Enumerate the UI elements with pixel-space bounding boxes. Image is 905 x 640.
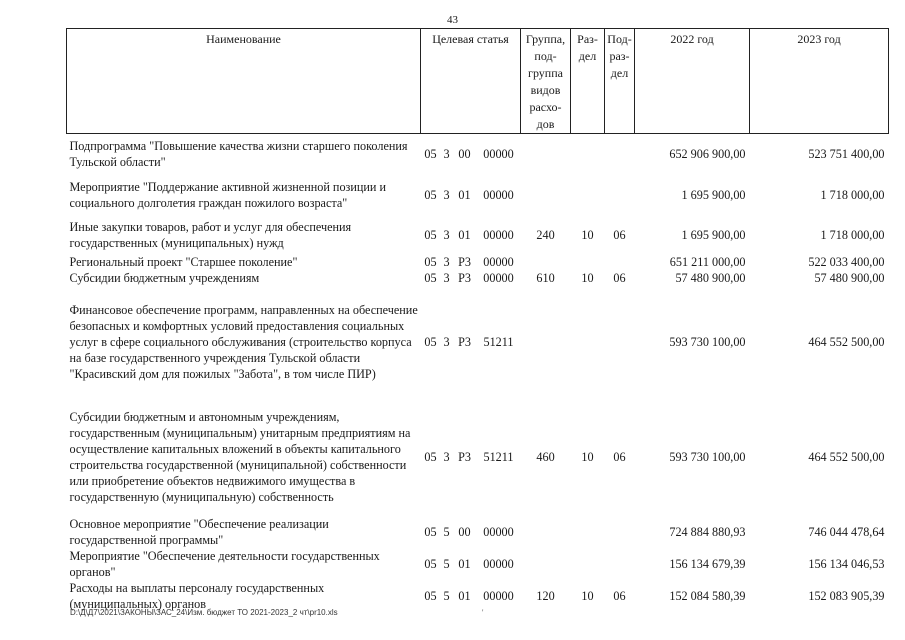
code-part-4: 00000 <box>483 254 514 269</box>
group-code <box>521 286 571 398</box>
code-part-1: 05 <box>424 227 437 242</box>
section-code <box>571 516 605 548</box>
amount-2023: 523 751 400,00 <box>808 146 885 161</box>
code-part-3: 00 <box>458 524 471 539</box>
footer-mark: ' <box>482 608 484 617</box>
code-part-4: 00000 <box>483 588 514 603</box>
code-part-3: P3 <box>458 270 471 285</box>
section-code: 10 <box>581 449 594 464</box>
amount-2023: 156 134 046,53 <box>808 556 885 571</box>
amount-2022: 152 084 580,39 <box>669 588 746 603</box>
code-part-1: 05 <box>424 254 437 269</box>
page-number: 43 <box>447 14 458 26</box>
code-part-4: 00000 <box>483 146 514 161</box>
code-part-4: 00000 <box>483 524 514 539</box>
code-part-2: 3 <box>443 187 450 202</box>
amount-2023: 464 552 500,00 <box>808 334 885 349</box>
header-section: Раз- дел <box>571 29 605 134</box>
amount-2022: 593 730 100,00 <box>669 334 746 349</box>
code-part-1: 05 <box>424 334 437 349</box>
amount-2022: 593 730 100,00 <box>669 449 746 464</box>
amount-2022: 57 480 900,00 <box>675 270 746 285</box>
amount-2023: 464 552 500,00 <box>808 449 885 464</box>
header-name: Наименование <box>67 29 421 134</box>
code-part-1: 05 <box>424 270 437 285</box>
code-part-2: 3 <box>443 334 450 349</box>
section-code <box>571 254 605 270</box>
code-part-4: 51211 <box>483 334 514 349</box>
group-code: 460 <box>536 449 555 464</box>
row-name: Подпрограмма "Повышение качества жизни старшего поколения Тульской области" <box>69 138 408 169</box>
table-row <box>67 398 889 516</box>
code-part-2: 5 <box>443 588 450 603</box>
group-code: 240 <box>536 227 555 242</box>
subsection-code <box>605 254 635 270</box>
section-code <box>571 134 605 174</box>
group-code <box>521 516 571 548</box>
code-part-2: 3 <box>443 449 450 464</box>
subsection-code <box>605 516 635 548</box>
row-name: Расходы на выплаты персоналу государственных (муниципальных) органов <box>69 580 325 611</box>
code-part-3: 00 <box>458 146 471 161</box>
row-name: Субсидии бюджетным и автономным учреждениям, государственным (муниципальным) унитарным предприятиям на осуществление капитальных вложений в объекты капитального строительства государственной (муниципальной) собственности или приобретение объектов недвижимого имущества в государственную (муниципальную) собственность <box>69 409 411 504</box>
subsection-code: 06 <box>613 449 626 464</box>
table-header-row <box>67 29 889 134</box>
table-row <box>67 548 889 580</box>
amount-2023: 152 083 905,39 <box>808 588 885 603</box>
code-part-4: 00000 <box>483 227 514 242</box>
group-code <box>521 548 571 580</box>
code-part-1: 05 <box>424 449 437 464</box>
budget-table <box>66 28 889 612</box>
subsection-code: 06 <box>613 227 626 242</box>
amount-2023: 57 480 900,00 <box>814 270 885 285</box>
code-part-4: 00000 <box>483 556 514 571</box>
code-part-1: 05 <box>424 146 437 161</box>
header-2023: 2023 год <box>750 29 889 134</box>
section-code <box>571 174 605 216</box>
code-part-2: 3 <box>443 270 450 285</box>
code-part-1: 05 <box>424 556 437 571</box>
row-name: Мероприятие "Поддержание активной жизненной позиции и социального долголетия граждан пожилого возраста" <box>69 179 387 210</box>
table-row <box>67 516 889 548</box>
table-row <box>67 174 889 216</box>
code-part-1: 05 <box>424 524 437 539</box>
code-part-3: 01 <box>458 187 471 202</box>
header-group: Группа, под- группа видов расхо- дов <box>521 29 571 134</box>
code-part-2: 3 <box>443 146 450 161</box>
subsection-code <box>605 134 635 174</box>
section-code: 10 <box>581 270 594 285</box>
row-name: Мероприятие "Обеспечение деятельности государственных органов" <box>69 548 380 579</box>
group-code: 120 <box>536 588 555 603</box>
code-part-4: 51211 <box>483 449 514 464</box>
table-row <box>67 254 889 270</box>
group-code <box>521 134 571 174</box>
code-part-3: P3 <box>458 334 471 349</box>
group-code <box>521 254 571 270</box>
code-part-3: 01 <box>458 588 471 603</box>
table-row <box>67 270 889 286</box>
code-part-3: P3 <box>458 449 471 464</box>
header-target-article: Целевая статья <box>421 29 521 134</box>
code-part-1: 05 <box>424 588 437 603</box>
code-part-1: 05 <box>424 187 437 202</box>
amount-2022: 1 695 900,00 <box>681 187 746 202</box>
group-code <box>521 174 571 216</box>
amount-2022: 652 906 900,00 <box>669 146 746 161</box>
code-part-4: 00000 <box>483 187 514 202</box>
row-name: Основное мероприятие "Обеспечение реализации государственной программы" <box>69 516 329 547</box>
amount-2023: 522 033 400,00 <box>808 254 885 269</box>
code-part-3: 01 <box>458 227 471 242</box>
amount-2023: 746 044 478,64 <box>808 524 885 539</box>
code-part-2: 3 <box>443 227 450 242</box>
subsection-code <box>605 174 635 216</box>
subsection-code <box>605 548 635 580</box>
section-code: 10 <box>581 588 594 603</box>
code-part-3: 01 <box>458 556 471 571</box>
section-code: 10 <box>581 227 594 242</box>
group-code: 610 <box>536 270 555 285</box>
amount-2022: 1 695 900,00 <box>681 227 746 242</box>
section-code <box>571 548 605 580</box>
code-part-2: 3 <box>443 254 450 269</box>
table-row <box>67 286 889 398</box>
table-row <box>67 134 889 174</box>
header-2022: 2022 год <box>635 29 750 134</box>
code-part-3: P3 <box>458 254 471 269</box>
row-name: Иные закупки товаров, работ и услуг для обеспечения государственных (муниципальных) нужд <box>69 219 352 250</box>
table-row <box>67 580 889 612</box>
section-code <box>571 286 605 398</box>
code-part-4: 00000 <box>483 270 514 285</box>
row-name: Субсидии бюджетным учреждениям <box>69 270 260 285</box>
row-name: Региональный проект "Старшее поколение" <box>69 254 298 269</box>
subsection-code: 06 <box>613 270 626 285</box>
code-part-2: 5 <box>443 556 450 571</box>
amount-2022: 651 211 000,00 <box>669 254 746 269</box>
amount-2022: 724 884 880,93 <box>669 524 746 539</box>
amount-2023: 1 718 000,00 <box>820 227 885 242</box>
code-part-2: 5 <box>443 524 450 539</box>
table-row <box>67 216 889 254</box>
amount-2022: 156 134 679,39 <box>669 556 746 571</box>
row-name: Финансовое обеспечение программ, направленных на обеспечение безопасных и комфортных условий предоставления социальных услуг в сфере социального обслуживания (строительство корпуса на базе государственного учреждения Тульской области "Красивский дом для пожилых "Забота", в том числе ПИР) <box>69 302 418 381</box>
subsection-code: 06 <box>613 588 626 603</box>
header-subsection: Под- раз- дел <box>605 29 635 134</box>
amount-2023: 1 718 000,00 <box>820 187 885 202</box>
subsection-code <box>605 286 635 398</box>
file-path-footer: D:\Д\Д7\2021\ЗАКОНЫ\ЗАС_24\Изм. бюджет ТО 2021-2023_2 чт\pr10.xls <box>70 608 338 617</box>
